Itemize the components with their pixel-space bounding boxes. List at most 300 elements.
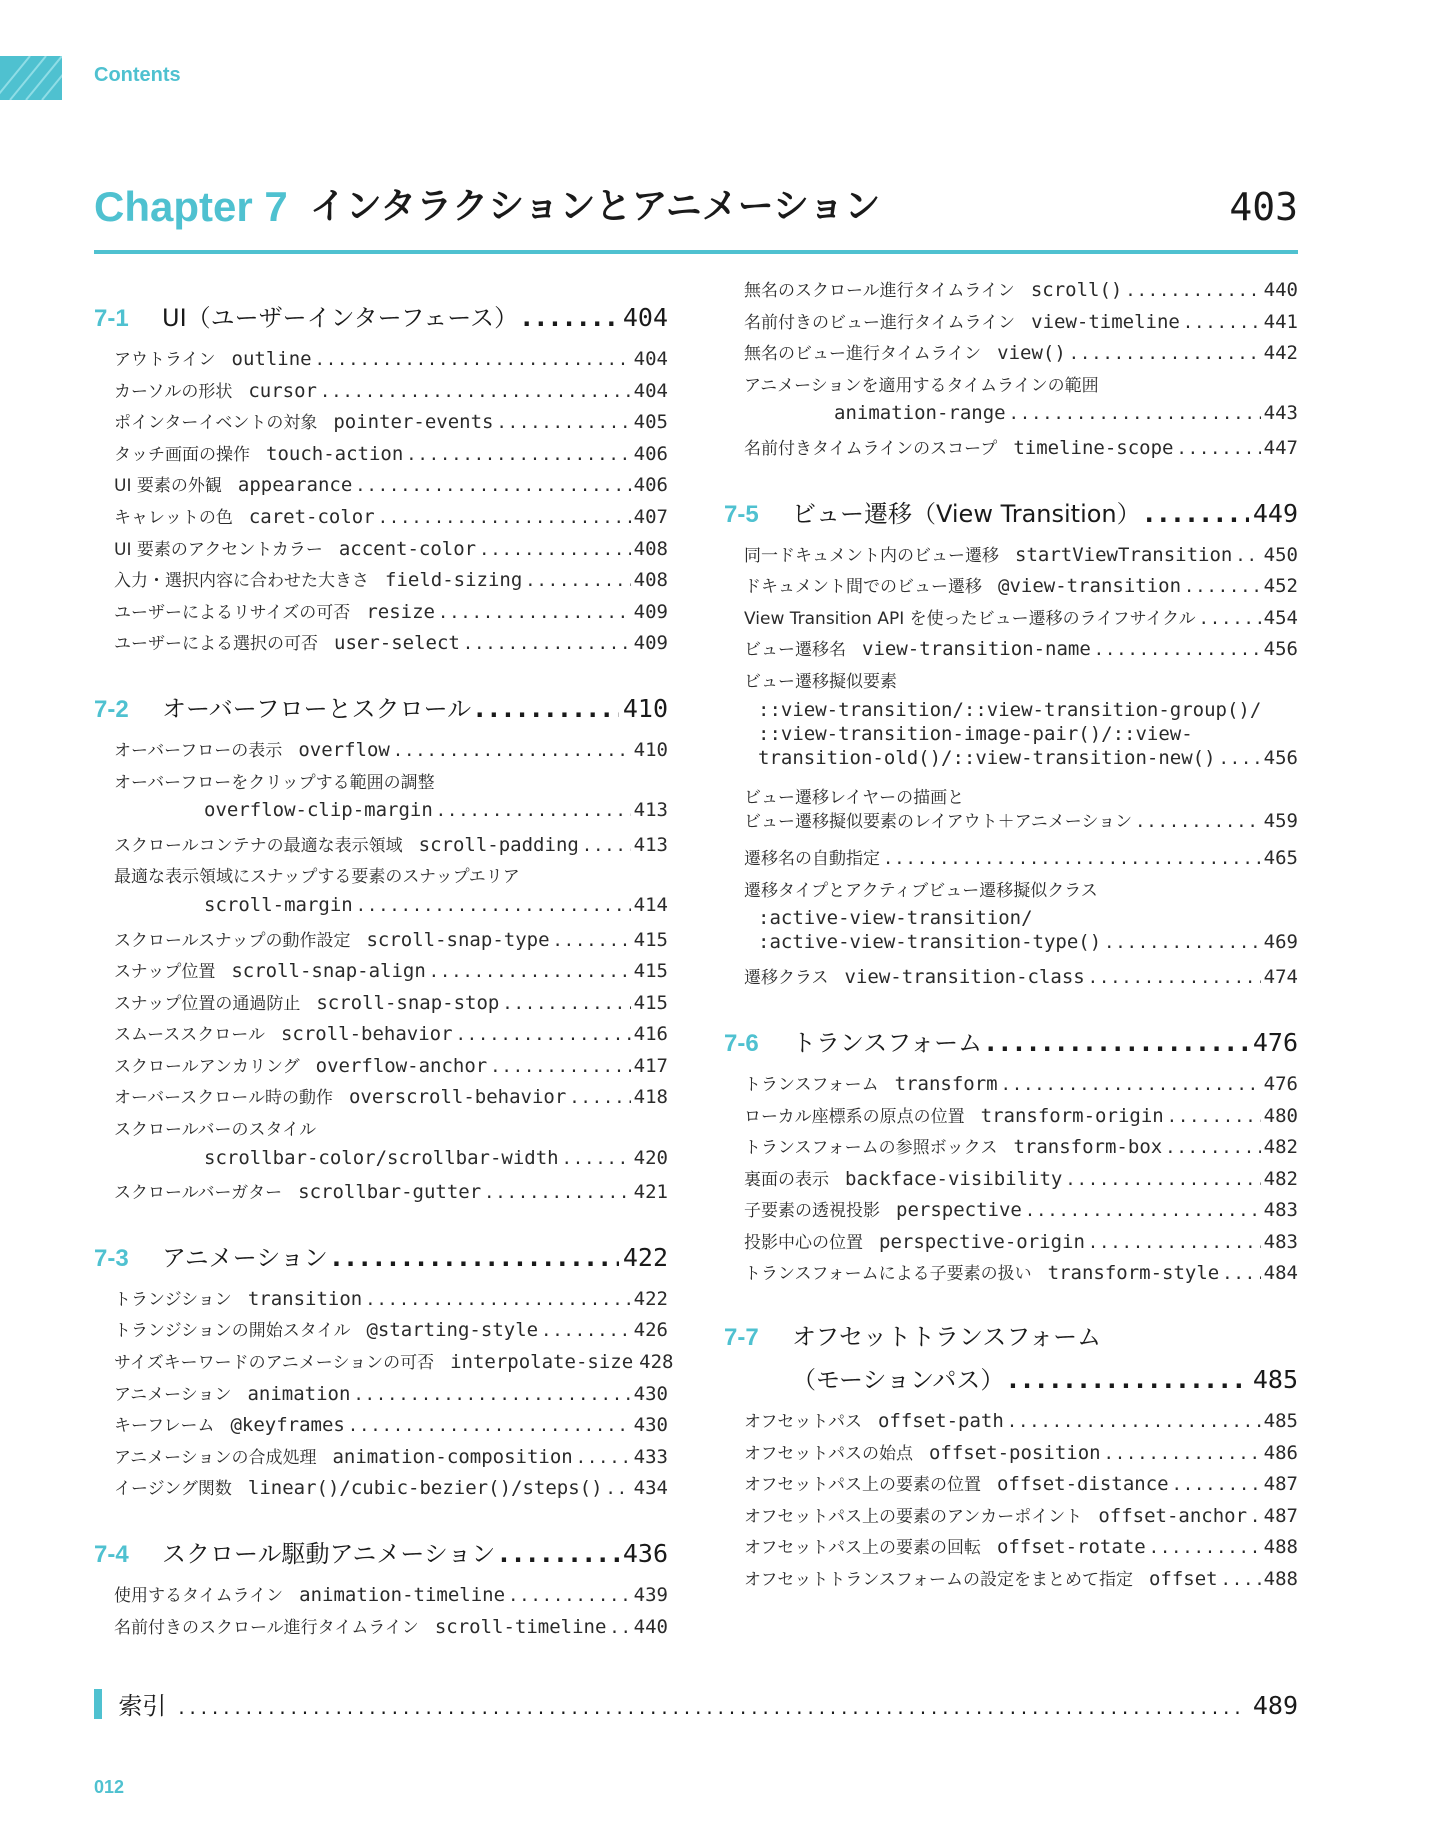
section-title: アニメーション — [162, 1243, 328, 1272]
entry-code: outline — [231, 348, 312, 370]
toc-entry[interactable] — [94, 1052, 668, 1084]
entry-page: 415 — [633, 991, 668, 1014]
section-title-line2: （モーションパス） — [792, 1366, 1005, 1395]
entry-code: transform-style — [1047, 1262, 1220, 1285]
leader-dots — [1007, 1412, 1261, 1432]
toc-entry[interactable] — [94, 345, 668, 377]
entry-title: 名前付きタイムラインのスコープ — [744, 438, 998, 459]
toc-entry[interactable] — [94, 957, 668, 989]
entry-title: トランジション — [114, 1289, 232, 1310]
entry-title: キーフレーム — [114, 1416, 215, 1437]
toc-entry[interactable] — [724, 541, 1298, 573]
leader-dots — [484, 1183, 631, 1203]
section-number: 7-6 — [724, 1029, 759, 1057]
section-number: 7-1 — [94, 305, 129, 332]
leader-dots — [176, 1699, 1243, 1719]
leader-dots — [463, 634, 631, 654]
toc-entry[interactable] — [724, 1228, 1298, 1260]
leader-dots — [1235, 546, 1260, 566]
toc-entry-title[interactable]: 最適な表示領域にスナップする要素のスナップエリア — [114, 867, 520, 888]
entry-code: view-transition-class — [844, 966, 1085, 989]
toc-left-column — [94, 290, 674, 1644]
leader-dots — [1135, 812, 1261, 832]
leader-dots — [429, 962, 631, 982]
section-number: 7-4 — [94, 1541, 129, 1568]
entry-title: オフセットトランスフォームの設定をまとめて指定 — [744, 1570, 1133, 1591]
section-title: ビュー遷移（View Transition） — [792, 499, 1141, 528]
section-title: UI（ユーザーインターフェース） — [162, 304, 519, 332]
entry-page: 465 — [1263, 847, 1298, 870]
toc-entry[interactable] — [724, 1439, 1298, 1471]
toc-entry[interactable] — [724, 308, 1298, 340]
leader-dots — [1199, 609, 1261, 629]
entry-title: オフセットパス上の要素のアンカーポイント — [744, 1506, 1083, 1527]
section-title: スクロール駆動アニメーション — [162, 1540, 496, 1568]
toc-right-column — [724, 276, 1298, 1597]
entry-page: 413 — [633, 833, 668, 856]
entry-title: 入力・選択内容に合わせた大きさ — [114, 571, 369, 592]
chapter-header — [94, 180, 1298, 254]
section-heading-7-7[interactable] — [724, 1317, 1298, 1395]
entry-code: caret-color — [248, 505, 375, 528]
entry-page: 410 — [633, 738, 668, 761]
entry-title: View Transition API を使ったビュー遷移のライフサイクル — [744, 608, 1196, 629]
leader-dots — [1183, 313, 1261, 333]
entry-page: 430 — [633, 1414, 668, 1437]
toc-entry[interactable] — [724, 1133, 1298, 1165]
entry-title: オフセットパス — [744, 1412, 862, 1433]
toc-entry[interactable] — [94, 1020, 668, 1052]
toc-entry[interactable] — [94, 471, 668, 503]
entry-title: 裏面の表示 — [744, 1169, 829, 1190]
index-entry[interactable] — [94, 1686, 1298, 1721]
entry-code: perspective-origin — [879, 1230, 1085, 1253]
toc-entry[interactable] — [94, 377, 668, 409]
toc-entry[interactable] — [94, 535, 668, 567]
leader-dots — [1176, 439, 1260, 459]
entry-code: scroll-padding — [418, 833, 579, 856]
toc-entry[interactable] — [724, 747, 1298, 771]
section-7-7-entries — [724, 1407, 1298, 1597]
chapter-page: 403 — [1229, 185, 1298, 229]
section-heading-7-5[interactable] — [724, 494, 1298, 529]
leader-dots — [365, 1290, 630, 1310]
entry-page: 426 — [633, 1319, 668, 1342]
section-title: オーバーフローとスクロール — [162, 694, 472, 723]
entry-code: linear()/cubic-bezier()/steps() — [247, 1477, 603, 1500]
leader-dots — [456, 1025, 631, 1045]
toc-entry[interactable] — [94, 736, 668, 768]
entry-page: 406 — [633, 474, 668, 497]
entry-page: 456 — [1263, 638, 1298, 661]
entry-page: 434 — [633, 1477, 668, 1500]
entry-page: 447 — [1263, 436, 1298, 459]
entry-title: スクロールアンカリング — [114, 1056, 300, 1077]
leader-dots — [1104, 1444, 1261, 1464]
leader-dots — [496, 413, 630, 433]
toc-entry[interactable] — [724, 1259, 1298, 1291]
toc-entry[interactable] — [724, 1533, 1298, 1565]
entry-code: pointer-events — [333, 411, 494, 434]
index-marker — [94, 1689, 102, 1719]
chapter-number: Chapter 7 — [94, 183, 288, 230]
entry-title: オフセットパス上の要素の回転 — [744, 1538, 981, 1559]
entry-code: @view-transition — [998, 575, 1182, 598]
entry-title: トランジションの開始スタイル — [114, 1321, 351, 1342]
entry-page: 413 — [633, 799, 668, 822]
toc-entry[interactable] — [724, 276, 1298, 308]
entry-code: startViewTransition — [1015, 543, 1233, 566]
leader-dots — [1149, 1538, 1261, 1558]
leader-dots — [609, 1618, 630, 1638]
leader-dots — [522, 304, 619, 332]
toc-entry[interactable] — [724, 1565, 1298, 1597]
leader-dots — [1094, 640, 1261, 660]
leader-dots — [525, 571, 630, 591]
section-title: オフセットトランスフォーム — [792, 1323, 1102, 1352]
entry-page: 487 — [1263, 1504, 1298, 1527]
leader-dots — [1221, 1570, 1261, 1590]
leader-dots — [1165, 1138, 1260, 1158]
entry-code: perspective — [896, 1199, 1022, 1222]
entry-title: トランスフォームによる子要素の扱い — [744, 1264, 1032, 1285]
leader-dots — [1009, 404, 1261, 424]
entry-code: offset-position — [928, 1441, 1101, 1464]
leader-dots — [490, 1057, 630, 1077]
entry-page: 474 — [1263, 966, 1298, 989]
entry-page: 482 — [1263, 1136, 1298, 1159]
entry-page: 420 — [633, 1146, 668, 1169]
entry-code: timeline-scope — [1013, 436, 1174, 459]
toc-entry[interactable] — [724, 844, 1298, 876]
entry-code: overflow — [298, 738, 390, 761]
entry-title: ローカル座標系の原点の位置 — [744, 1106, 965, 1127]
entry-page: 454 — [1263, 606, 1298, 629]
toc-entry[interactable] — [724, 1502, 1298, 1534]
entry-code: transition — [247, 1287, 363, 1310]
leader-dots — [1250, 1507, 1261, 1527]
section-title: トランスフォーム — [792, 1028, 983, 1057]
entry-page: 439 — [633, 1584, 668, 1606]
toc-entry[interactable] — [94, 1613, 668, 1645]
toc-entry[interactable] — [94, 989, 668, 1021]
entry-page: 486 — [1263, 1441, 1298, 1464]
toc-entry[interactable] — [94, 831, 668, 863]
entry-title: サイズキーワードのアニメーションの可否 — [114, 1353, 435, 1374]
entry-code: overflow-anchor — [315, 1054, 488, 1077]
toc-entry-title[interactable]: オーバーフローをクリップする範囲の調整 — [114, 772, 435, 793]
leader-dots — [436, 801, 631, 821]
entry-code: ::view-transition/::view-transition-group()/ — [758, 698, 1262, 721]
section-page: 485 — [1252, 1365, 1298, 1395]
entry-code: scrollbar-gutter — [298, 1181, 482, 1204]
section-number: 7-2 — [94, 695, 129, 723]
section-page: 449 — [1252, 498, 1298, 528]
toc-entry-title[interactable]: スクロールバーのスタイル — [114, 1120, 317, 1141]
toc-entry[interactable] — [724, 963, 1298, 995]
leader-dots — [569, 1088, 630, 1108]
entry-code: view-timeline — [1031, 310, 1180, 333]
toc-entry[interactable] — [94, 1147, 668, 1179]
entry-code: transition-old()/::view-transition-new() — [758, 746, 1216, 769]
entry-title: 同一ドキュメント内のビュー遷移 — [744, 545, 999, 566]
leader-dots — [1172, 1475, 1261, 1495]
entry-page: 450 — [1263, 543, 1298, 566]
toc-entry[interactable] — [724, 1102, 1298, 1134]
toc-entry[interactable] — [94, 629, 668, 661]
toc-entry[interactable] — [94, 1443, 668, 1475]
entry-title: アウトライン — [114, 350, 216, 370]
leader-dots — [1088, 1233, 1261, 1253]
entry-title: ユーザーによるリサイズの可否 — [114, 602, 351, 623]
leader-dots — [1104, 933, 1261, 953]
entry-page: 404 — [633, 348, 668, 370]
entry-title: オフセットパス上の要素の位置 — [744, 1475, 981, 1496]
entry-title: ドキュメント間でのビュー遷移 — [744, 577, 982, 598]
entry-page: 452 — [1263, 575, 1298, 598]
entry-title: オーバーフローの表示 — [114, 740, 283, 761]
section-number: 7-7 — [724, 1324, 759, 1352]
entry-page: 483 — [1263, 1199, 1298, 1222]
entry-title: トランスフォーム — [744, 1074, 879, 1095]
entry-page: 483 — [1263, 1230, 1298, 1253]
entry-code: scroll-snap-align — [231, 960, 426, 983]
entry-page: 407 — [633, 505, 668, 528]
toc-entry[interactable] — [94, 1581, 668, 1613]
toc-entry[interactable] — [94, 598, 668, 630]
toc-entry[interactable] — [724, 1407, 1298, 1439]
entry-page: 415 — [633, 928, 668, 951]
leader-dots — [1065, 1170, 1260, 1190]
entry-code: scroll-snap-type — [366, 928, 550, 951]
entry-page: 484 — [1263, 1262, 1298, 1285]
entry-page: 480 — [1263, 1104, 1298, 1127]
index-label: 索引 — [118, 1692, 167, 1720]
toc-entry[interactable] — [94, 1285, 668, 1317]
leader-dots — [582, 836, 631, 856]
entry-code: view() — [997, 342, 1066, 365]
entry-page: 428 — [639, 1351, 674, 1374]
toc-entry[interactable] — [94, 1083, 668, 1115]
leader-dots — [606, 1479, 631, 1499]
entry-title: キャレットの色 — [114, 507, 233, 528]
page-number: 012 — [94, 1777, 125, 1797]
leader-dots — [475, 695, 619, 723]
leader-dots — [479, 540, 631, 560]
entry-page: 488 — [1263, 1568, 1298, 1591]
entry-code: offset-anchor — [1098, 1504, 1248, 1527]
leader-dots — [1001, 1075, 1261, 1095]
entry-title: ポインターイベントの対象 — [114, 413, 318, 434]
toc-entry[interactable] — [94, 440, 668, 472]
leader-dots — [1008, 1366, 1248, 1394]
entry-code: transform — [894, 1072, 998, 1095]
section-heading-7-6[interactable] — [724, 1023, 1298, 1058]
toc-entry[interactable] — [724, 1165, 1298, 1197]
entry-page: 421 — [633, 1181, 668, 1204]
entry-title: ビュー遷移名 — [744, 640, 846, 661]
toc-entry-title[interactable]: アニメーションを適用するタイムラインの範囲 — [744, 375, 1099, 396]
section-heading-7-2[interactable] — [94, 689, 668, 724]
entry-title: ユーザーによる選択の可否 — [114, 634, 318, 655]
toc-entry[interactable] — [724, 604, 1298, 636]
entry-code: scroll-timeline — [434, 1615, 607, 1638]
entry-title: タッチ画面の操作 — [114, 444, 250, 465]
entry-code: scrollbar-color/scrollbar-width — [204, 1146, 559, 1169]
toc-entry[interactable] — [94, 503, 668, 535]
entry-page: 422 — [633, 1287, 668, 1310]
entry-code: overflow-clip-margin — [204, 799, 433, 822]
toc-entry[interactable] — [724, 402, 1298, 434]
entry-code: animation-composition — [332, 1445, 573, 1468]
entry-title: アニメーションの合成処理 — [114, 1447, 317, 1468]
entry-page: 408 — [633, 537, 668, 560]
toc-entry[interactable] — [94, 1474, 668, 1506]
entry-title: 名前付きのビュー進行タイムライン — [744, 312, 1016, 333]
entry-page: 415 — [633, 960, 668, 983]
entry-page: 440 — [633, 1615, 668, 1638]
leader-dots — [438, 603, 631, 623]
toc-entry[interactable] — [724, 339, 1298, 371]
entry-page: 440 — [1263, 279, 1298, 301]
leader-dots — [562, 1149, 631, 1169]
entry-page: 414 — [633, 893, 668, 916]
leader-dots — [1088, 968, 1261, 988]
entry-page: 488 — [1263, 1536, 1298, 1559]
toc-entry-title[interactable]: ビュー遷移擬似要素 — [744, 671, 897, 692]
entry-title: スクロールスナップの動作設定 — [114, 930, 351, 951]
toc-entry[interactable] — [724, 1470, 1298, 1502]
entry-page: 456 — [1263, 746, 1298, 769]
entry-page: 406 — [633, 442, 668, 465]
toc-entry[interactable] — [724, 1070, 1298, 1102]
leader-dots — [355, 476, 630, 496]
entry-page: 430 — [633, 1382, 668, 1405]
toc-entry[interactable] — [94, 926, 668, 958]
entry-page: 476 — [1263, 1072, 1298, 1095]
toc-entry[interactable] — [94, 894, 668, 926]
leader-dots — [1125, 281, 1260, 301]
entry-code: appearance — [237, 474, 353, 497]
entry-title: UI 要素のアクセントカラー — [114, 539, 323, 560]
entry-title: イージング関数 — [114, 1479, 232, 1500]
section-7-4-continued — [724, 276, 1298, 466]
toc-entry[interactable] — [94, 408, 668, 440]
entry-page: 487 — [1263, 1473, 1298, 1496]
toc-entry[interactable] — [724, 434, 1298, 466]
entry-page: 416 — [633, 1023, 668, 1046]
toc-entry[interactable] — [724, 931, 1298, 955]
toc-entry[interactable] — [94, 1348, 674, 1380]
toc-entry-title[interactable]: ビュー遷移レイヤーの描画と — [744, 787, 965, 808]
leader-dots — [1222, 1264, 1260, 1284]
leader-dots — [541, 1321, 631, 1341]
entry-title: 投影中心の位置 — [744, 1232, 863, 1253]
entry-title: トランスフォームの参照ボックス — [744, 1138, 998, 1159]
leader-dots — [1184, 577, 1261, 597]
entry-page: 433 — [633, 1445, 668, 1468]
toc-entry[interactable] — [94, 1411, 668, 1443]
entry-page: 409 — [633, 600, 668, 623]
entry-title: ビュー遷移擬似要素のレイアウト＋アニメーション — [744, 811, 1133, 832]
entry-code: :active-view-transition/ — [758, 907, 1033, 930]
entry-code: transform-box — [1013, 1136, 1163, 1159]
corner-decoration — [0, 56, 62, 100]
toc-entry[interactable] — [94, 1178, 668, 1210]
entry-title: 使用するタイムライン — [114, 1586, 284, 1606]
entry-title: 遷移名の自動指定 — [744, 849, 880, 870]
section-heading-7-4[interactable] — [94, 1534, 668, 1569]
toc-entry[interactable] — [94, 799, 668, 831]
entry-title: スムーススクロール — [114, 1025, 265, 1046]
index-page: 489 — [1252, 1691, 1298, 1720]
entry-code: view-transition-name — [862, 638, 1091, 661]
entry-title: スクロールコンテナの最適な表示領域 — [114, 835, 403, 856]
leader-dots — [1025, 1201, 1261, 1221]
entry-code: ::view-transition-image-pair()/::view- — [758, 722, 1193, 745]
entry-code: offset-path — [877, 1410, 1004, 1433]
toc-entry[interactable] — [94, 566, 668, 598]
toc-entry[interactable] — [724, 1196, 1298, 1228]
entry-title: 無名のスクロール進行タイムライン — [744, 281, 1015, 301]
entry-page: 442 — [1263, 342, 1298, 365]
toc-entry[interactable] — [724, 572, 1298, 604]
entry-code: resize — [366, 600, 435, 623]
toc-entry-title[interactable]: 遷移タイプとアクティブビュー遷移擬似クラス — [744, 880, 1098, 901]
toc-entry[interactable] — [724, 635, 1298, 667]
entry-title: UI 要素の外観 — [114, 476, 222, 497]
toc-entry[interactable] — [724, 807, 1298, 839]
section-7-6-entries — [724, 1070, 1298, 1291]
entry-page: 408 — [633, 569, 668, 592]
contents-label: Contents — [94, 64, 181, 86]
entry-code: :active-view-transition-type() — [758, 931, 1102, 954]
section-number: 7-5 — [724, 500, 759, 528]
entry-code: offset-distance — [996, 1473, 1169, 1496]
leader-dots — [320, 382, 631, 402]
entry-page: 441 — [1263, 310, 1298, 333]
entry-page: 409 — [633, 632, 668, 655]
entry-page: 417 — [633, 1054, 668, 1077]
entry-code: offset — [1148, 1568, 1218, 1591]
chapter-title: インタラクションとアニメーション — [309, 186, 881, 227]
entry-code: offset-rotate — [996, 1536, 1146, 1559]
leader-dots — [353, 1385, 630, 1405]
toc-entry[interactable] — [94, 1380, 668, 1412]
section-heading-7-1[interactable] — [94, 298, 668, 333]
entry-page: 405 — [633, 411, 668, 434]
entry-title: アニメーション — [114, 1384, 232, 1405]
section-heading-7-3[interactable] — [94, 1238, 668, 1273]
entry-code: cursor — [248, 379, 317, 402]
section-page: 404 — [622, 303, 668, 332]
leader-dots — [508, 1586, 631, 1606]
leader-dots — [1167, 1107, 1261, 1127]
leader-dots — [1069, 344, 1261, 364]
entry-title: カーソルの形状 — [114, 381, 233, 402]
entry-code: scroll-behavior — [280, 1023, 453, 1046]
entry-title: スナップ位置の通過防止 — [114, 993, 301, 1014]
entry-code: scroll-margin — [204, 893, 353, 916]
entry-title: スクロールバーガター — [114, 1183, 283, 1204]
leader-dots — [883, 849, 1261, 869]
leader-dots — [986, 1029, 1249, 1057]
section-page: 476 — [1252, 1027, 1298, 1057]
entry-page: 459 — [1263, 809, 1298, 832]
entry-page: 404 — [633, 379, 668, 402]
toc-entry[interactable] — [94, 1316, 668, 1348]
leader-dots — [553, 931, 631, 951]
